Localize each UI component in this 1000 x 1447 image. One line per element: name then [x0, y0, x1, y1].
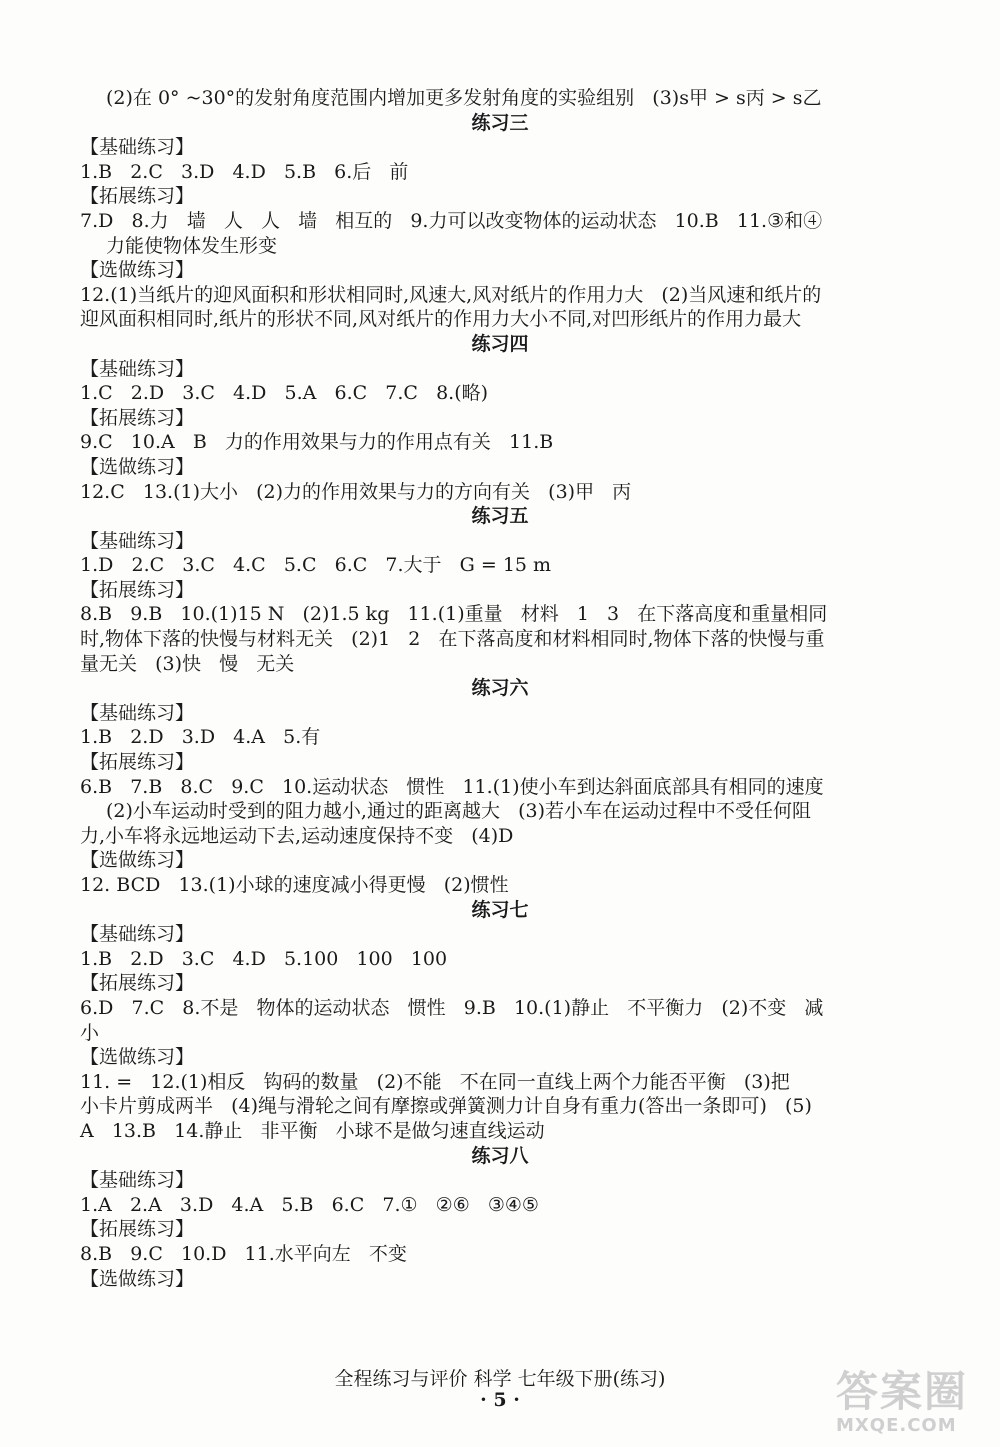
answer-line: 7.D 8.力 墙 人 人 墙 相互的 9.力可以改变物体的运动状态 10.B 11.③和④: [80, 209, 823, 232]
exercise-category-heading: 【拓展练习】: [80, 1218, 195, 1241]
exercise-category-heading: 【选做练习】: [80, 849, 195, 872]
exercise-category-heading: 【基础练习】: [80, 136, 195, 159]
section-title: 练习三: [471, 111, 529, 134]
answer-page-body: [80, 86, 920, 1291]
answer-line: 量无关 (3)快 慢 无关: [80, 652, 295, 675]
answer-line: 小: [80, 1021, 100, 1044]
exercise-category-heading: 【选做练习】: [80, 1046, 195, 1069]
watermark-url: MXQE.COM: [836, 1415, 957, 1436]
answer-line: 12. BCD 13.(1)小球的速度减小得更慢 (2)惯性: [80, 874, 509, 896]
section-title: 练习五: [471, 505, 529, 528]
answer-line: 1.C 2.D 3.C 4.D 5.A 6.C 7.C 8.(略): [80, 382, 489, 405]
exercise-category-heading: 【拓展练习】: [80, 185, 195, 208]
answer-line: 迎风面积相同时,纸片的形状不同,风对纸片的作用力大小不同,对凹形纸片的作用力最大: [80, 308, 802, 331]
answer-line: 8.B 9.C 10.D 11.水平向左 不变: [80, 1242, 407, 1265]
answer-line: (2)小车运动时受到的阻力越小,通过的距离越大 (3)若小车在运动过程中不受任何阻: [106, 800, 811, 823]
watermark-logo: 答案圈: [836, 1367, 969, 1416]
exercise-category-heading: 【选做练习】: [80, 259, 195, 282]
section-title: 练习六: [471, 677, 529, 700]
exercise-category-heading: 【选做练习】: [80, 1267, 195, 1290]
section-title: 练习八: [471, 1144, 529, 1167]
section-title: 练习七: [471, 898, 529, 921]
answer-line: 力,小车将永远地运动下去,运动速度保持不变 (4)D: [80, 824, 514, 847]
exercise-category-heading: 【拓展练习】: [80, 972, 195, 995]
exercise-category-heading: 【基础练习】: [80, 1169, 195, 1192]
answer-line: A 13.B 14.静止 非平衡 小球不是做匀速直线运动: [80, 1119, 545, 1142]
answer-line: 11. = 12.(1)相反 钩码的数量 (2)不能 不在同一直线上两个力能否平衡 (3)把: [80, 1070, 790, 1093]
exercise-category-heading: 【基础练习】: [80, 529, 195, 552]
answer-line: 9.C 10.A B 力的作用效果与力的作用点有关 11.B: [80, 431, 554, 454]
answer-line: 6.D 7.C 8.不是 物体的运动状态 惯性 9.B 10.(1)静止 不平衡力 (2)不变 减: [80, 996, 824, 1019]
answer-line: 1.B 2.D 3.C 4.D 5.100 100 100: [80, 947, 448, 970]
exercise-category-heading: 【基础练习】: [80, 357, 195, 380]
answer-line: 时,物体下落的快慢与材料无关 (2)1 2 在下落高度和材料相同时,物体下落的快慢与重: [80, 628, 825, 651]
exercise-category-heading: 【基础练习】: [80, 923, 195, 946]
intro-line: (2)在 0° ~30°的发射角度范围内增加更多发射角度的实验组别 (3)s甲 > s丙 > s乙: [106, 87, 822, 109]
page-number: · 5 ·: [480, 1389, 520, 1411]
answer-line: 6.B 7.B 8.C 9.C 10.运动状态 惯性 11.(1)使小车到达斜面底部具有相同的速度: [80, 775, 824, 798]
exercise-category-heading: 【拓展练习】: [80, 578, 195, 601]
answer-line: 12.C 13.(1)大小 (2)力的作用效果与力的方向有关 (3)甲 丙: [80, 480, 632, 503]
answer-line: 力能使物体发生形变: [106, 234, 278, 257]
exercise-category-heading: 【拓展练习】: [80, 406, 195, 429]
answer-line: 1.D 2.C 3.C 4.C 5.C 6.C 7.大于 G = 15 m: [80, 554, 552, 577]
answer-line: 1.B 2.C 3.D 4.D 5.B 6.后 前: [80, 160, 409, 183]
watermark: [836, 1369, 986, 1439]
section-title: 练习四: [471, 332, 529, 355]
footer-title: 全程练习与评价 科学 七年级下册(练习): [334, 1368, 666, 1390]
answer-line: 12.(1)当纸片的迎风面积和形状相同时,风速大,风对纸片的作用力大 (2)当风速和纸片的: [80, 283, 822, 306]
exercise-category-heading: 【基础练习】: [80, 701, 195, 724]
sections-container: [80, 111, 920, 1292]
exercise-category-heading: 【拓展练习】: [80, 751, 195, 774]
exercise-category-heading: 【选做练习】: [80, 455, 195, 478]
answer-line: 小卡片剪成两半 (4)绳与滑轮之间有摩擦或弹簧测力计自身有重力(答出一条即可) (5): [80, 1095, 812, 1118]
answer-line: 1.A 2.A 3.D 4.A 5.B 6.C 7.① ②⑥ ③④⑤: [80, 1193, 539, 1216]
answer-line: 1.B 2.D 3.D 4.A 5.有: [80, 726, 321, 749]
answer-line: 8.B 9.B 10.(1)15 N (2)1.5 kg 11.(1)重量 材料 1 3 在下落高度和重量相同: [80, 603, 828, 626]
